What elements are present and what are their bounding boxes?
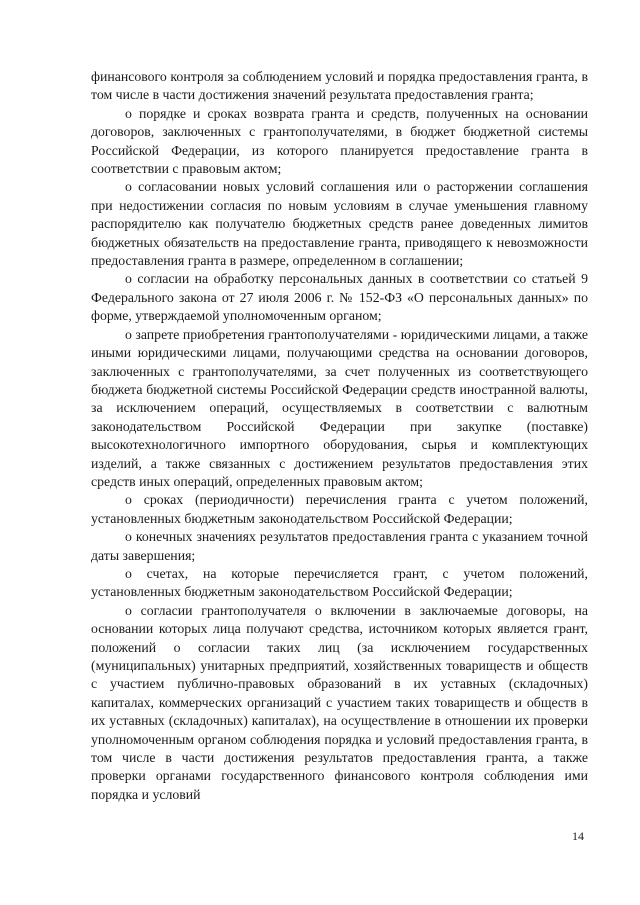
paragraph-7: о конечных значениях результатов предоставления гранта с указанием точной даты завершения; (91, 529, 588, 563)
paragraph-1: финансового контроля за соблюдением условий и порядка предоставления гранта, в том числе в части достижения значений результата предоставления гранта; (91, 69, 588, 103)
paragraph-8: о счетах, на которые перечисляется грант, с учетом положений, установленных бюджетным законодательством Российской Федерации; (91, 565, 588, 600)
paragraph-3: о согласовании новых условий соглашения или о расторжении соглашения при недостижении согласия по новым условиям в случае уменьшения главному распорядителю как получателю бюджетных средств ранее доведенных лимитов бюджетных обязательств на предоставление гранта, приводящего к невозможности предоставления гранта в размере, определенном в соглашении; (91, 179, 588, 269)
paragraph-4: о согласии на обработку персональных данных в соответствии со статьей 9 Федерального закона от 27 июля 2006 г. № 152-ФЗ «О персональных данных» по форме, утверждаемой уполномоченным органом; (91, 271, 588, 324)
paragraph-9: о согласии грантополучателя о включении в заключаемые договоры, на основании которых лица получают средства, источником которых является грант, положений о согласии таких лиц (за исключением государственных (муниципальных) унитарных предприятий, хозяйственных товариществ и обществ с участием публично-правовых образований в их уставных (складочных) капиталах, коммерческих организаций с участием таких товариществ и обществ в их уставных (складочных) капиталах), на осуществление в отношении их проверки уполномоченным органом соблюдения порядка и условий предоставления гранта, в том числе в части достижения результатов предоставления гранта, а также проверки органами государственного финансового контроля соблюдения ими порядка и условий (91, 602, 588, 802)
paragraph-2: о порядке и сроках возврата гранта и средств, полученных на основании договоров, заключенных с грантополучателями, в бюджет бюджетной системы Российской Федерации, из которого планируется предоставление гранта в соответствии с правовым актом; (91, 105, 588, 177)
page-number: 14 (572, 829, 584, 843)
paragraph-5: о запрете приобретения грантополучателями - юридическими лицами, а также иными юридическими лицами, получающими средства на основании договоров, заключенных с грантополучателями, за счет полученных из соответствующего бюджета бюджетной системы Российской Федерации средств иностранной валюты, за исключением операций, осуществляемых в соответствии с валютным законодательством Российской Федерации при закупке (поставке) высокотехнологичного импортного оборудования, сырья и комплектующих изделий, а также связанных с достижением результатов предоставления этих средств иных операций, определенных правовым актом; (91, 326, 588, 489)
document-body (91, 68, 588, 804)
paragraph-6: о сроках (периодичности) перечисления гранта с учетом положений, установленных бюджетным законодательством Российской Федерации; (91, 492, 588, 526)
